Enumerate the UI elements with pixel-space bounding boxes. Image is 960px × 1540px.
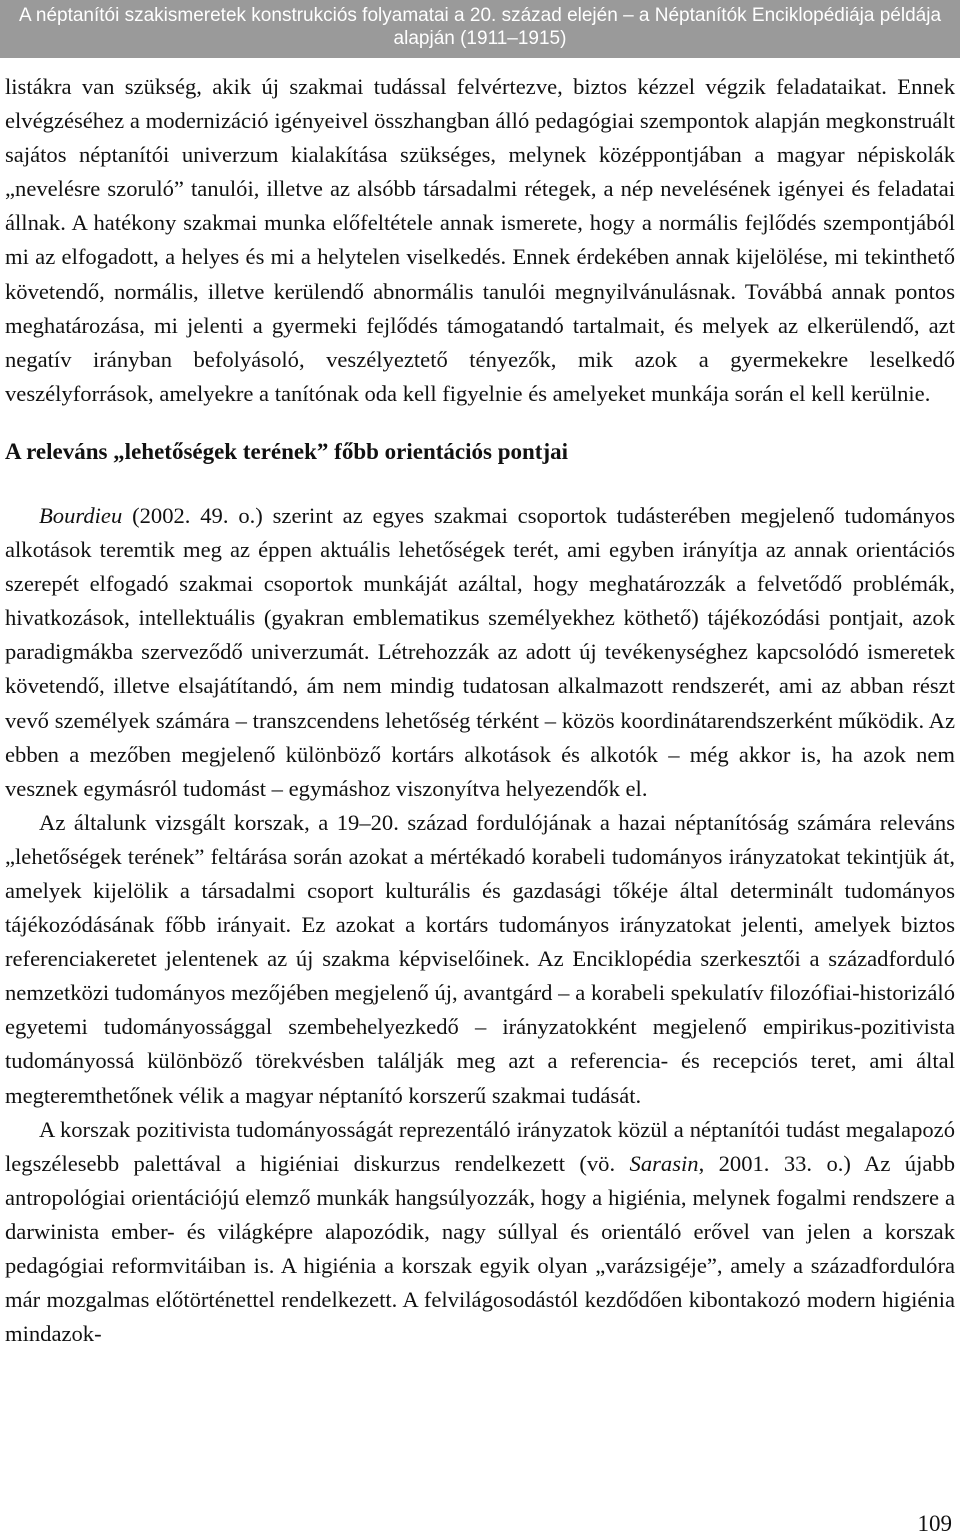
paragraph-4-text-before: A korszak pozitivista tudományosságát reprezentáló irányzatok közül a néptanítói tudást megalapozó legszélesebb palettával a higiéniai diskurzus rendelkezett (vö. bbox=[5, 1116, 955, 1176]
page-body bbox=[5, 70, 955, 1351]
paragraph-4 bbox=[5, 1113, 955, 1352]
paragraph-1: listákra van szükség, akik új szakmai tudással felvértezve, biztos kézzel végzik feladataikat. Ennek elvégzéséhez a modernizáció igényeivel összhangban álló pedagógiai szempontok alapján megkonstruált sajátos néptanítói univerzum kialakítása szükséges, melynek középpontjában a magyar népiskolák „nevelésre szoruló” tanulói, illetve az alsóbb társadalmi rétegek, a nép nevelésének igényei és feladatai állnak. A hatékony szakmai munka előfeltétele annak ismerete, hogy a normális fejlődés szempontjából mi az elfogadott, a helyes és mi a helytelen viselkedés. Ennek érdekében annak kijelölése, mi tekinthető követendő, normális, illetve kerülendő abnormális tanulói megnyilvánulásnak. Továbbá annak pontos meghatározása, mi jelenti a gyermeki fejlődés támogatandó tartalmait, és melyek az elkerülendő, azt negatív irányban befolyásoló, veszélyeztető tényezők, mik azok a gyermekekre leselkedő veszélyforrások, amelyekre a tanítónak oda kell figyelnie és amelyeket munkája során el kell kerülnie. bbox=[5, 74, 955, 406]
running-header-line-1: A néptanítói szakismeretek konstrukciós folyamatai a 20. század elején – a Néptanítók Enciklopédiája példája bbox=[18, 5, 942, 26]
paragraph-3: Az általunk vizsgált korszak, a 19–20. század fordulójának a hazai néptanítóság számára releváns „lehetőségek terének” feltárása során azokat a mértékadó korabeli tudományos irányzatokat tekintjük át, amelyek kijelölik a társadalmi csoport kulturális és gazdasági tőkéje által determinált tudományos tájékozódásának főbb irányait. Ez azokat a kortárs tudományos irányzatokat jelenti, amelyek biztos referenciakeretet jelentenek az új szakma képviselőinek. Az Enciklopédia szerkesztői a századforduló nemzetközi tudományos mezőjében megjelenő új, avantgárd – a korabeli spekulatív filozófiai-historizáló egyetemi tudományossággal szembehelyezkedő – irányzatokként megjelenő empirikus-pozitivista tudományossá különböző törekvésben találják meg azt a referencia- és recepciós teret, ami által megteremthetőnek vélik a magyar néptanító korszerű szakmai tudását. bbox=[5, 809, 955, 1108]
paragraph-4-text-after: , 2001. 33. o.) Az újabb antropológiai orientációjú elemző munkák hangsúlyozzák, hogy a higiénia, melynek fogalmi rendszere a darwinista ember- és világképre alapozódik, nagy súllyal és orientáló erővel van jelen a korszak pedagógiai reformvitáiban is. A higiénia a korszak egyik olyan „varázsigéje”, amely a századfordulóra már mozgalmas előtörténettel rendelkezett. A felvilágosodástól kezdődően kibontakozó modern higiénia mindazok- bbox=[5, 1150, 955, 1347]
paragraph-2 bbox=[5, 499, 955, 806]
page-number: 109 bbox=[917, 1511, 952, 1536]
running-header-line-2: alapján (1911–1915) bbox=[393, 28, 567, 49]
section-heading: A releváns „lehetőségek terének” főbb orientációs pontjai bbox=[5, 438, 569, 464]
citation-author-bourdieu: Bourdieu bbox=[39, 502, 123, 528]
running-header bbox=[0, 0, 960, 58]
paragraph-2-text: (2002. 49. o.) szerint az egyes szakmai csoportok tudásterében megjelenő tudományos alkotások teremtik meg az éppen aktuális lehetőségek terét, ami egyben irányítja az annak orientációs szerepét elfogadó szakmai csoportok munkáját azáltal, hogy meghatározzák a felvetődő problémák, hivatkozások, intellektuális (gyakran emblematikus személyekhez köthető) tájékozódási pontjait, azok paradigmákba szerveződő univerzumát. Létrehozzák az adott új tevékenységhez kapcsolódó ismeretek követendő, illetve elsajátítandó, ám nem mindig tudatosan alkalmazott rendszerét, ami az abban részt vevő személyek számára – transzcendens lehetőség térként – közös koordinátarendszerként működik. Az ebben a mezőben megjelenő különböző kortárs alkotások és alkotók – még akkor is, ha azok nem vesznek egymásról tudomást – egymáshoz viszonyítva helyezendők el. bbox=[5, 502, 955, 801]
citation-author-sarasin: Sarasin bbox=[629, 1150, 699, 1176]
